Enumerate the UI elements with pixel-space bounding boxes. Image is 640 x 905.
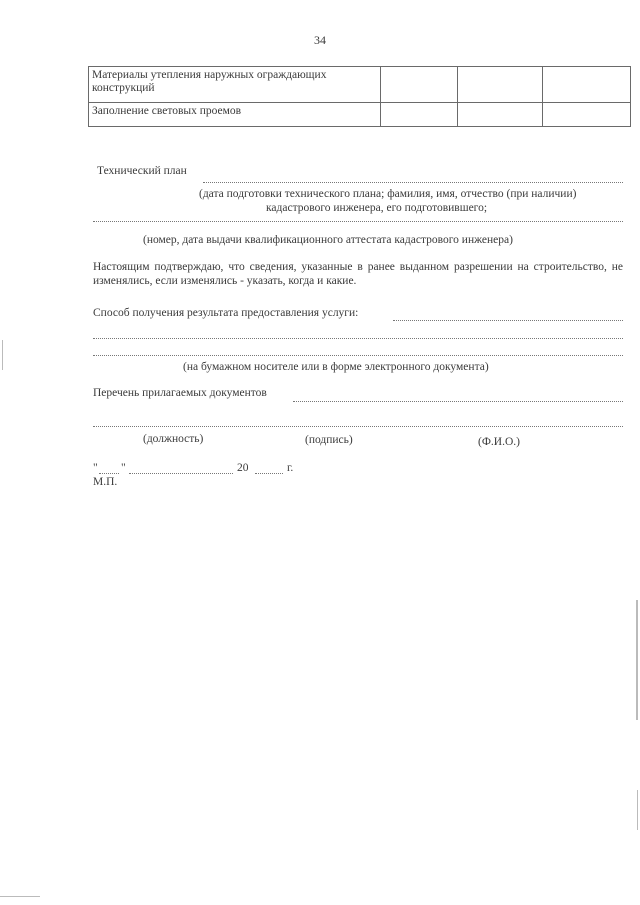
scan-artifact-right [636,600,638,720]
stamp-place: М.П. [93,476,118,488]
tech-plan-fill-line [203,182,623,183]
signature-caption: (подпись) [305,434,353,446]
tech-plan-caption-1: (дата подготовки технического плана; фамилия, имя, отчество (при наличии) [199,188,577,200]
table-cell-label: Заполнение световых проемов [89,103,381,127]
date-year-suffix: г. [287,462,294,474]
date-quote-close: " [121,462,126,474]
scan-artifact-right-2 [637,790,638,830]
table-row [89,67,631,103]
date-line [93,461,333,477]
date-day-blank [99,473,119,474]
delivery-fill-line [393,320,623,321]
building-parameters-table [88,66,631,127]
table-cell-empty [543,67,631,103]
tech-plan-caption-3: (номер, дата выдачи квалификационного аттестата кадастрового инженера) [143,234,513,246]
delivery-fill-line-3 [93,355,623,356]
delivery-fill-line-2 [93,338,623,339]
full-name-caption: (Ф.И.О.) [478,436,520,448]
scan-artifact-left [2,340,3,370]
date-year-prefix: 20 [237,462,249,474]
table-cell-empty [543,103,631,127]
table-cell-label: Материалы утепления наружных ограждающих конструкций [89,67,381,103]
tech-plan-label: Технический план [97,165,187,177]
confirmation-paragraph: Настоящим подтверждаю, что сведения, указанные в ранее выданном разрешении на строительство, не изменялись, если изменялись - указать, когда и какие. [93,261,623,287]
delivery-caption: (на бумажном носителе или в форме электронного документа) [183,361,489,373]
attachments-fill-line-2 [93,426,623,427]
table-cell-empty [458,67,543,103]
tech-plan-fill-line-2 [93,221,623,222]
table-cell-empty [381,67,458,103]
position-caption: (должность) [143,433,204,445]
delivery-method-label: Способ получения результата предоставления услуги: [93,307,359,319]
date-month-blank [129,473,233,474]
page-number: 34 [314,33,326,47]
table-cell-empty [458,103,543,127]
attachments-label: Перечень прилагаемых документов [93,387,267,399]
table-cell-empty [381,103,458,127]
table-row [89,103,631,127]
date-year-blank [255,473,283,474]
attachments-fill-line [293,401,623,402]
tech-plan-caption-2: кадастрового инженера, его подготовившего; [266,202,488,214]
date-quote-open: " [93,462,98,474]
scan-artifact-bottom [0,896,40,897]
